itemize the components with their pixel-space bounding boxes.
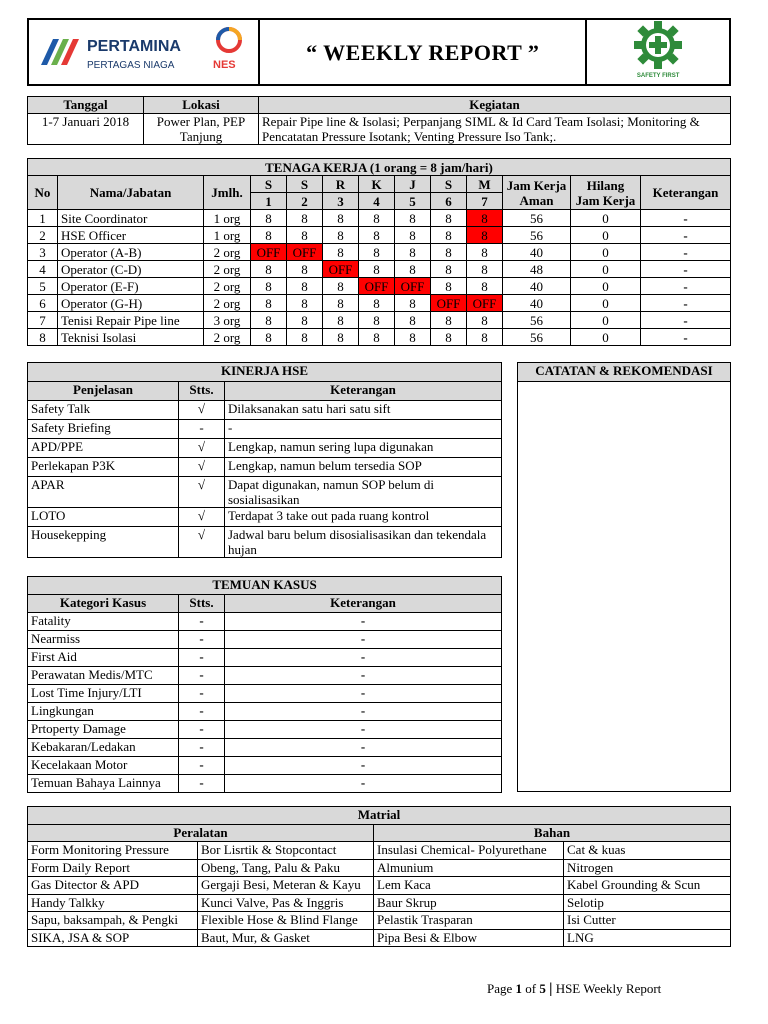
table-row xyxy=(28,329,731,346)
bahan-item: Pelastik Trasparan xyxy=(374,912,564,930)
matrial-table xyxy=(27,806,731,947)
temuan-keterangan: - xyxy=(225,739,502,757)
temuan-keterangan: - xyxy=(225,721,502,739)
row-jml: 2 org xyxy=(204,278,251,295)
day-hours: OFF xyxy=(323,261,359,278)
day-hours: OFF xyxy=(359,278,395,295)
col-jam-kerja: Jam Kerja Aman xyxy=(503,176,571,210)
row-jml: 2 org xyxy=(204,329,251,346)
table-row xyxy=(28,929,731,947)
table-row xyxy=(28,842,731,860)
day-hours: OFF xyxy=(467,295,503,312)
day-label: S xyxy=(251,176,287,193)
table-row xyxy=(28,877,731,895)
table-row xyxy=(28,721,502,739)
day-hours: 8 xyxy=(251,312,287,329)
temuan-status: - xyxy=(179,703,225,721)
row-jam-kerja: 40 xyxy=(503,244,571,261)
day-hours: 8 xyxy=(395,210,431,227)
tanggal-value: 1-7 Januari 2018 xyxy=(28,114,144,145)
hse-status: √ xyxy=(179,439,225,458)
table-row xyxy=(28,261,731,278)
row-hilang: 0 xyxy=(571,210,641,227)
keterangan-header: Keterangan xyxy=(225,595,502,613)
temuan-status: - xyxy=(179,721,225,739)
day-hours: 8 xyxy=(251,210,287,227)
day-label: K xyxy=(359,176,395,193)
bahan-item: Pipa Besi & Elbow xyxy=(374,929,564,947)
row-no: 1 xyxy=(28,210,58,227)
table-row xyxy=(28,508,502,527)
row-keterangan: - xyxy=(641,329,731,346)
day-hours: 8 xyxy=(251,227,287,244)
row-jml: 1 org xyxy=(204,227,251,244)
pertagas-logo-text: PERTAGAS NIAGA xyxy=(87,60,175,71)
kegiatan-header: Kegiatan xyxy=(259,97,731,114)
footer-doc-title: HSE Weekly Report xyxy=(555,981,662,996)
peralatan-item: Gergaji Besi, Meteran & Kayu xyxy=(198,877,374,895)
hse-keterangan: Jadwal baru belum disosialisasikan dan tekendala hujan xyxy=(225,527,502,558)
row-no: 7 xyxy=(28,312,58,329)
footer-separator: | xyxy=(549,981,553,997)
temuan-status: - xyxy=(179,757,225,775)
hse-status: - xyxy=(179,420,225,439)
day-hours: 8 xyxy=(395,261,431,278)
table-row xyxy=(28,227,731,244)
table-row xyxy=(28,439,502,458)
keterangan-header: Keterangan xyxy=(225,382,502,401)
temuan-item: Kecelakaan Motor xyxy=(28,757,179,775)
table-row xyxy=(28,775,502,793)
table-row xyxy=(28,420,502,439)
safety-first-text: SAFETY FIRST xyxy=(636,72,680,79)
day-hours: 8 xyxy=(431,210,467,227)
day-number: 1 xyxy=(251,193,287,210)
bahan-item: Cat & kuas xyxy=(564,842,731,860)
day-number: 5 xyxy=(395,193,431,210)
hse-keterangan: Lengkap, namun sering lupa digunakan xyxy=(225,439,502,458)
day-hours: 8 xyxy=(287,278,323,295)
safety-first-gear-icon xyxy=(630,21,686,69)
stts-header: Stts. xyxy=(179,382,225,401)
day-hours: 8 xyxy=(395,244,431,261)
table-row xyxy=(28,401,502,420)
bahan-item: Baur Skrup xyxy=(374,894,564,912)
lokasi-value: Power Plan, PEP Tanjung xyxy=(144,114,259,145)
table-row xyxy=(28,703,502,721)
row-hilang: 0 xyxy=(571,312,641,329)
day-hours: 8 xyxy=(431,312,467,329)
table-row xyxy=(28,631,502,649)
day-hours: 8 xyxy=(251,295,287,312)
row-jam-kerja: 48 xyxy=(503,261,571,278)
day-hours: 8 xyxy=(467,227,503,244)
temuan-keterangan: - xyxy=(225,685,502,703)
hse-item: LOTO xyxy=(28,508,179,527)
table-row xyxy=(28,527,502,558)
temuan-keterangan: - xyxy=(225,613,502,631)
peralatan-item: Flexible Hose & Blind Flange xyxy=(198,912,374,930)
row-jml: 1 org xyxy=(204,210,251,227)
matrial-title: Matrial xyxy=(28,807,731,825)
col-nama: Nama/Jabatan xyxy=(58,176,204,210)
hse-item: APAR xyxy=(28,477,179,508)
row-hilang: 0 xyxy=(571,244,641,261)
bahan-item: Nitrogen xyxy=(564,859,731,877)
peralatan-item: Gas Ditector & APD xyxy=(28,877,198,895)
bahan-item: Selotip xyxy=(564,894,731,912)
day-hours: 8 xyxy=(323,278,359,295)
temuan-status: - xyxy=(179,739,225,757)
peralatan-item: Form Monitoring Pressure xyxy=(28,842,198,860)
day-label: J xyxy=(395,176,431,193)
row-no: 3 xyxy=(28,244,58,261)
row-jam-kerja: 40 xyxy=(503,295,571,312)
row-jml: 2 org xyxy=(204,244,251,261)
catatan-table xyxy=(517,362,731,792)
day-hours: 8 xyxy=(431,227,467,244)
page-total: 5 xyxy=(539,981,546,996)
col-jml: Jmlh. xyxy=(204,176,251,210)
catatan-content xyxy=(518,382,731,792)
kinerja-hse-table xyxy=(27,362,502,558)
day-hours: 8 xyxy=(395,312,431,329)
nes-logo-text: NES xyxy=(213,59,236,71)
temuan-item: Fatality xyxy=(28,613,179,631)
row-nama: HSE Officer xyxy=(58,227,204,244)
kegiatan-value: Repair Pipe line & Isolasi; Perpanjang SIML & Id Card Team Isolasi; Monitoring & Pencatatan Pressure Isotank; Venting Pressure Iso Tank;. xyxy=(259,114,731,145)
day-label: M xyxy=(467,176,503,193)
row-no: 5 xyxy=(28,278,58,295)
bahan-item: Isi Cutter xyxy=(564,912,731,930)
day-hours: 8 xyxy=(323,312,359,329)
report-header xyxy=(27,18,731,86)
day-hours: 8 xyxy=(251,278,287,295)
hse-status: √ xyxy=(179,458,225,477)
day-hours: 8 xyxy=(467,329,503,346)
day-hours: 8 xyxy=(395,295,431,312)
page-label: Page xyxy=(487,981,513,996)
temuan-status: - xyxy=(179,613,225,631)
temuan-kasus-table xyxy=(27,576,502,793)
peralatan-header: Peralatan xyxy=(28,824,374,842)
kinerja-hse-title: KINERJA HSE xyxy=(28,363,502,382)
day-hours: 8 xyxy=(359,244,395,261)
temuan-keterangan: - xyxy=(225,757,502,775)
day-hours: 8 xyxy=(287,210,323,227)
page-number: 1 xyxy=(515,981,523,996)
nes-logo-icon xyxy=(209,26,249,58)
peralatan-item: Handy Talkky xyxy=(28,894,198,912)
row-no: 4 xyxy=(28,261,58,278)
day-number: 6 xyxy=(431,193,467,210)
row-nama: Site Coordinator xyxy=(58,210,204,227)
hse-status: √ xyxy=(179,527,225,558)
hse-keterangan: Dapat digunakan, namun SOP belum di sosialisasikan xyxy=(225,477,502,508)
col-keterangan: Keterangan xyxy=(641,176,731,210)
hse-keterangan: - xyxy=(225,420,502,439)
row-jam-kerja: 56 xyxy=(503,227,571,244)
day-hours: 8 xyxy=(467,244,503,261)
penjelasan-header: Penjelasan xyxy=(28,382,179,401)
row-nama: Teknisi Isolasi xyxy=(58,329,204,346)
day-hours: 8 xyxy=(359,329,395,346)
day-hours: 8 xyxy=(323,295,359,312)
hse-keterangan: Terdapat 3 take out pada ruang kontrol xyxy=(225,508,502,527)
day-hours: 8 xyxy=(467,278,503,295)
temuan-keterangan: - xyxy=(225,703,502,721)
table-row xyxy=(28,312,731,329)
temuan-item: Lingkungan xyxy=(28,703,179,721)
peralatan-item: Kunci Valve, Pas & Inggris xyxy=(198,894,374,912)
temuan-status: - xyxy=(179,685,225,703)
temuan-status: - xyxy=(179,631,225,649)
row-jam-kerja: 56 xyxy=(503,312,571,329)
day-hours: 8 xyxy=(431,244,467,261)
temuan-keterangan: - xyxy=(225,649,502,667)
hse-keterangan: Lengkap, namun belum tersedia SOP xyxy=(225,458,502,477)
temuan-status: - xyxy=(179,775,225,793)
temuan-item: Prtoperty Damage xyxy=(28,721,179,739)
row-keterangan: - xyxy=(641,295,731,312)
day-hours: 8 xyxy=(287,261,323,278)
col-hilang: Hilang Jam Kerja xyxy=(571,176,641,210)
hse-item: Perlekapan P3K xyxy=(28,458,179,477)
temuan-item: Kebakaran/Ledakan xyxy=(28,739,179,757)
row-jml: 2 org xyxy=(204,261,251,278)
day-hours: 8 xyxy=(395,227,431,244)
temuan-item: Lost Time Injury/LTI xyxy=(28,685,179,703)
bahan-item: LNG xyxy=(564,929,731,947)
stts-header: Stts. xyxy=(179,595,225,613)
temuan-status: - xyxy=(179,667,225,685)
peralatan-item: Bor Lisrtik & Stopcontact xyxy=(198,842,374,860)
bahan-item: Lem Kaca xyxy=(374,877,564,895)
day-hours: 8 xyxy=(359,312,395,329)
hse-item: APD/PPE xyxy=(28,439,179,458)
day-hours: 8 xyxy=(287,295,323,312)
tanggal-header: Tanggal xyxy=(28,97,144,114)
day-hours: 8 xyxy=(467,261,503,278)
bahan-item: Insulasi Chemical- Polyurethane xyxy=(374,842,564,860)
table-row xyxy=(28,667,502,685)
row-hilang: 0 xyxy=(571,329,641,346)
info-table xyxy=(27,96,731,145)
row-no: 2 xyxy=(28,227,58,244)
row-hilang: 0 xyxy=(571,295,641,312)
day-hours: 8 xyxy=(467,312,503,329)
row-no: 6 xyxy=(28,295,58,312)
row-no: 8 xyxy=(28,329,58,346)
day-hours: 8 xyxy=(323,244,359,261)
table-row xyxy=(28,912,731,930)
day-number: 3 xyxy=(323,193,359,210)
table-row xyxy=(28,210,731,227)
row-hilang: 0 xyxy=(571,227,641,244)
row-jam-kerja: 56 xyxy=(503,210,571,227)
temuan-keterangan: - xyxy=(225,775,502,793)
peralatan-item: Baut, Mur, & Gasket xyxy=(198,929,374,947)
table-row xyxy=(28,458,502,477)
temuan-status: - xyxy=(179,649,225,667)
row-jam-kerja: 56 xyxy=(503,329,571,346)
day-label: R xyxy=(323,176,359,193)
day-hours: 8 xyxy=(431,329,467,346)
row-nama: Operator (C-D) xyxy=(58,261,204,278)
day-hours: 8 xyxy=(323,329,359,346)
day-hours: 8 xyxy=(359,227,395,244)
peralatan-item: Obeng, Tang, Palu & Paku xyxy=(198,859,374,877)
day-hours: 8 xyxy=(323,210,359,227)
peralatan-item: Form Daily Report xyxy=(28,859,198,877)
tenaga-kerja-table xyxy=(27,158,731,346)
table-row xyxy=(28,477,502,508)
row-nama: Tenisi Repair Pipe line xyxy=(58,312,204,329)
temuan-keterangan: - xyxy=(225,631,502,649)
temuan-item: Temuan Bahaya Lainnya xyxy=(28,775,179,793)
day-number: 7 xyxy=(467,193,503,210)
day-hours: 8 xyxy=(251,261,287,278)
row-nama: Operator (E-F) xyxy=(58,278,204,295)
day-hours: 8 xyxy=(251,329,287,346)
bahan-item: Almunium xyxy=(374,859,564,877)
bahan-header: Bahan xyxy=(374,824,731,842)
table-row xyxy=(28,613,502,631)
day-hours: OFF xyxy=(251,244,287,261)
row-keterangan: - xyxy=(641,210,731,227)
hse-status: √ xyxy=(179,477,225,508)
row-jml: 2 org xyxy=(204,295,251,312)
table-row xyxy=(28,894,731,912)
pertamina-logo-icon xyxy=(37,35,85,69)
row-nama: Operator (G-H) xyxy=(58,295,204,312)
hse-item: Housekepping xyxy=(28,527,179,558)
table-row xyxy=(28,649,502,667)
row-nama: Operator (A-B) xyxy=(58,244,204,261)
kategori-header: Kategori Kasus xyxy=(28,595,179,613)
safety-logo-cell xyxy=(586,19,730,85)
row-keterangan: - xyxy=(641,261,731,278)
day-hours: 8 xyxy=(431,278,467,295)
day-hours: 8 xyxy=(359,295,395,312)
col-no: No xyxy=(28,176,58,210)
day-hours: 8 xyxy=(395,329,431,346)
table-row xyxy=(28,685,502,703)
hse-item: Safety Talk xyxy=(28,401,179,420)
day-hours: 8 xyxy=(287,227,323,244)
row-hilang: 0 xyxy=(571,278,641,295)
logo-cell xyxy=(28,19,259,85)
day-hours: 8 xyxy=(359,210,395,227)
hse-status: √ xyxy=(179,401,225,420)
day-number: 2 xyxy=(287,193,323,210)
bahan-item: Kabel Grounding & Scun xyxy=(564,877,731,895)
day-hours: 8 xyxy=(287,312,323,329)
hse-item: Safety Briefing xyxy=(28,420,179,439)
row-jam-kerja: 40 xyxy=(503,278,571,295)
row-keterangan: - xyxy=(641,278,731,295)
day-label: S xyxy=(287,176,323,193)
tenaga-kerja-title: TENAGA KERJA (1 orang = 8 jam/hari) xyxy=(28,159,731,176)
temuan-item: Perawatan Medis/MTC xyxy=(28,667,179,685)
day-hours: 8 xyxy=(467,210,503,227)
peralatan-item: SIKA, JSA & SOP xyxy=(28,929,198,947)
day-hours: 8 xyxy=(431,261,467,278)
day-hours: 8 xyxy=(287,329,323,346)
page-footer xyxy=(487,981,661,998)
row-keterangan: - xyxy=(641,312,731,329)
row-hilang: 0 xyxy=(571,261,641,278)
temuan-keterangan: - xyxy=(225,667,502,685)
table-row xyxy=(28,757,502,775)
day-hours: 8 xyxy=(359,261,395,278)
catatan-title: CATATAN & REKOMENDASI xyxy=(518,363,731,382)
table-row xyxy=(28,739,502,757)
temuan-title: TEMUAN KASUS xyxy=(28,577,502,595)
peralatan-item: Sapu, baksampah, & Pengki xyxy=(28,912,198,930)
table-row xyxy=(28,859,731,877)
hse-status: √ xyxy=(179,508,225,527)
day-hours: OFF xyxy=(287,244,323,261)
day-hours: OFF xyxy=(431,295,467,312)
row-keterangan: - xyxy=(641,244,731,261)
table-row xyxy=(28,295,731,312)
pertamina-logo-text: PERTAMINA xyxy=(87,38,181,55)
of-label: of xyxy=(525,981,537,996)
temuan-item: First Aid xyxy=(28,649,179,667)
day-label: S xyxy=(431,176,467,193)
day-number: 4 xyxy=(359,193,395,210)
report-title: “ WEEKLY REPORT ” xyxy=(259,19,586,85)
hse-keterangan: Dilaksanakan satu hari satu sift xyxy=(225,401,502,420)
row-jml: 3 org xyxy=(204,312,251,329)
day-hours: 8 xyxy=(323,227,359,244)
table-row xyxy=(28,278,731,295)
row-keterangan: - xyxy=(641,227,731,244)
lokasi-header: Lokasi xyxy=(144,97,259,114)
table-row xyxy=(28,244,731,261)
temuan-item: Nearmiss xyxy=(28,631,179,649)
day-hours: OFF xyxy=(395,278,431,295)
